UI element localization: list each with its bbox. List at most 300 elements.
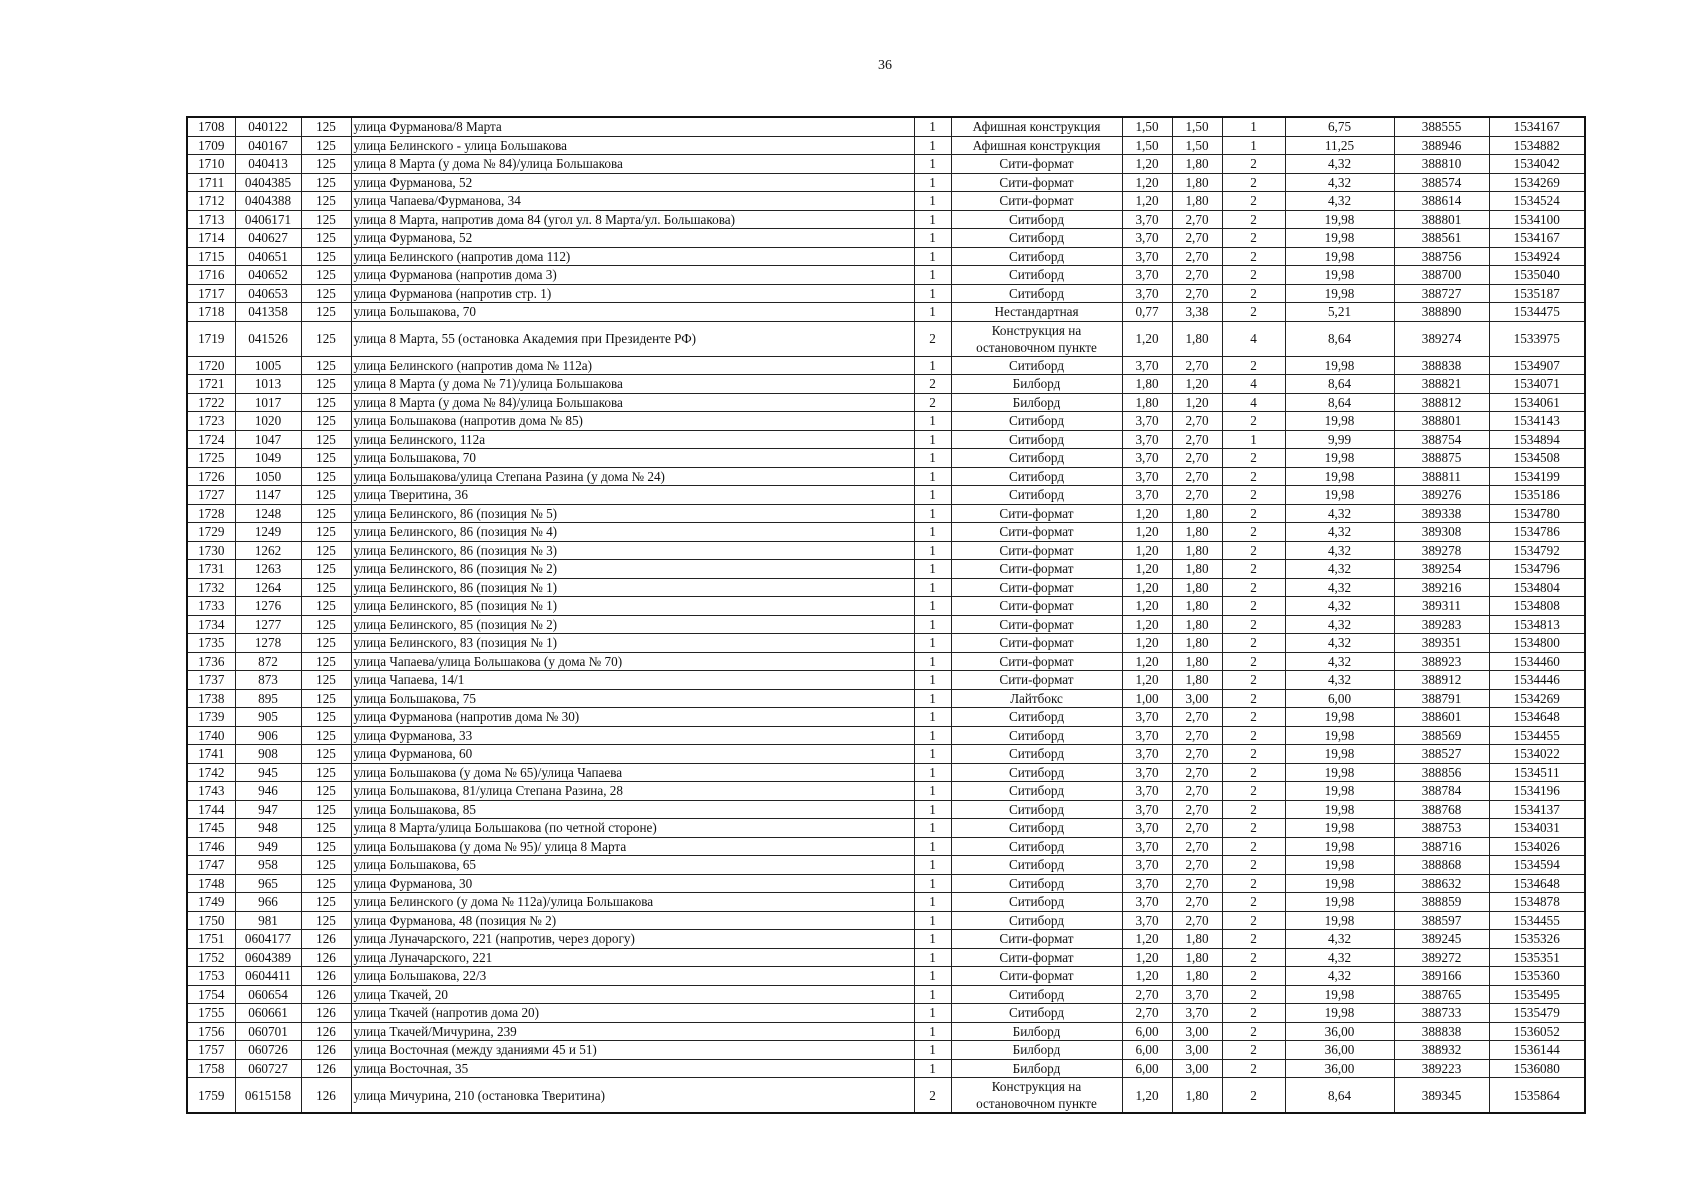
cell-zone: 125 [301, 192, 351, 211]
cell-zone: 125 [301, 541, 351, 560]
cell-row-number: 1755 [187, 1004, 235, 1023]
cell-area: 4,32 [1285, 671, 1394, 690]
cell-coord-x: 389245 [1394, 930, 1489, 949]
cell-coord-y: 1534882 [1489, 136, 1585, 155]
cell-construction-type: Сити-формат [951, 560, 1122, 579]
cell-height: 1,80 [1172, 597, 1222, 616]
cell-coord-x: 388765 [1394, 985, 1489, 1004]
cell-coord-y: 1534796 [1489, 560, 1585, 579]
cell-area: 19,98 [1285, 449, 1394, 468]
table-row [187, 763, 1585, 782]
cell-surfaces: 2 [1222, 486, 1285, 505]
cell-address: улица 8 Марта, 55 (остановка Академия при Президенте РФ) [351, 321, 914, 356]
cell-address: улица Белинского, 86 (позиция № 1) [351, 578, 914, 597]
cell-height: 2,70 [1172, 356, 1222, 375]
table-row [187, 412, 1585, 431]
cell-width: 1,20 [1122, 930, 1172, 949]
cell-area: 5,21 [1285, 303, 1394, 322]
cell-height: 2,70 [1172, 763, 1222, 782]
cell-zone: 126 [301, 948, 351, 967]
table-row [187, 449, 1585, 468]
cell-surfaces: 2 [1222, 745, 1285, 764]
cell-ad-id: 041526 [235, 321, 301, 356]
cell-row-number: 1714 [187, 229, 235, 248]
cell-sides-count: 1 [914, 837, 951, 856]
cell-construction-type: Сити-формат [951, 930, 1122, 949]
cell-zone: 125 [301, 763, 351, 782]
cell-row-number: 1730 [187, 541, 235, 560]
cell-ad-id: 0615158 [235, 1078, 301, 1114]
cell-surfaces: 2 [1222, 578, 1285, 597]
cell-ad-id: 947 [235, 800, 301, 819]
cell-ad-id: 1264 [235, 578, 301, 597]
cell-construction-type: Афишная конструкция [951, 117, 1122, 136]
cell-construction-type: Сити-формат [951, 948, 1122, 967]
cell-width: 3,70 [1122, 726, 1172, 745]
cell-address: улица Белинского, 86 (позиция № 4) [351, 523, 914, 542]
cell-sides-count: 1 [914, 967, 951, 986]
cell-sides-count: 1 [914, 652, 951, 671]
cell-area: 19,98 [1285, 874, 1394, 893]
table-row [187, 911, 1585, 930]
cell-width: 0,77 [1122, 303, 1172, 322]
cell-area: 19,98 [1285, 210, 1394, 229]
cell-surfaces: 2 [1222, 523, 1285, 542]
cell-ad-id: 0604389 [235, 948, 301, 967]
cell-width: 3,70 [1122, 819, 1172, 838]
cell-construction-type: Сити-формат [951, 578, 1122, 597]
cell-address: улица Луначарского, 221 (напротив, через дорогу) [351, 930, 914, 949]
cell-surfaces: 4 [1222, 393, 1285, 412]
cell-zone: 125 [301, 393, 351, 412]
cell-ad-id: 1020 [235, 412, 301, 431]
cell-coord-x: 388791 [1394, 689, 1489, 708]
cell-construction-type: Ситиборд [951, 893, 1122, 912]
cell-row-number: 1720 [187, 356, 235, 375]
cell-coord-y: 1534907 [1489, 356, 1585, 375]
cell-coord-y: 1534511 [1489, 763, 1585, 782]
cell-height: 1,20 [1172, 375, 1222, 394]
cell-ad-id: 060726 [235, 1041, 301, 1060]
cell-row-number: 1718 [187, 303, 235, 322]
cell-coord-x: 389272 [1394, 948, 1489, 967]
cell-construction-type: Конструкция на остановочном пункте [951, 321, 1122, 356]
table-row [187, 1078, 1585, 1114]
cell-ad-id: 1013 [235, 375, 301, 394]
cell-zone: 125 [301, 449, 351, 468]
cell-zone: 125 [301, 375, 351, 394]
cell-width: 3,70 [1122, 467, 1172, 486]
cell-ad-id: 040652 [235, 266, 301, 285]
cell-coord-x: 389311 [1394, 597, 1489, 616]
cell-construction-type: Сити-формат [951, 541, 1122, 560]
cell-area: 4,32 [1285, 523, 1394, 542]
table-row [187, 597, 1585, 616]
cell-address: улица Восточная (между зданиями 45 и 51) [351, 1041, 914, 1060]
table-row [187, 689, 1585, 708]
cell-coord-x: 388569 [1394, 726, 1489, 745]
cell-height: 2,70 [1172, 412, 1222, 431]
cell-height: 2,70 [1172, 874, 1222, 893]
cell-area: 19,98 [1285, 486, 1394, 505]
cell-construction-type: Ситиборд [951, 874, 1122, 893]
cell-zone: 125 [301, 136, 351, 155]
cell-address: улица Мичурина, 210 (остановка Тверитина) [351, 1078, 914, 1114]
cell-coord-x: 388727 [1394, 284, 1489, 303]
cell-ad-id: 1248 [235, 504, 301, 523]
cell-coord-x: 388614 [1394, 192, 1489, 211]
cell-zone: 125 [301, 800, 351, 819]
page-number: 36 [878, 58, 892, 73]
cell-ad-id: 1262 [235, 541, 301, 560]
cell-surfaces: 2 [1222, 874, 1285, 893]
cell-ad-id: 040653 [235, 284, 301, 303]
cell-address: улица Белинского, 112а [351, 430, 914, 449]
cell-width: 3,70 [1122, 430, 1172, 449]
cell-zone: 125 [301, 356, 351, 375]
cell-sides-count: 1 [914, 745, 951, 764]
cell-zone: 125 [301, 266, 351, 285]
cell-address: улица 8 Марта/улица Большакова (по четной стороне) [351, 819, 914, 838]
cell-sides-count: 1 [914, 911, 951, 930]
cell-zone: 126 [301, 967, 351, 986]
cell-row-number: 1716 [187, 266, 235, 285]
cell-coord-y: 1534446 [1489, 671, 1585, 690]
cell-row-number: 1713 [187, 210, 235, 229]
cell-ad-id: 945 [235, 763, 301, 782]
cell-surfaces: 2 [1222, 615, 1285, 634]
table-row [187, 266, 1585, 285]
cell-zone: 125 [301, 782, 351, 801]
cell-ad-id: 040122 [235, 117, 301, 136]
cell-area: 4,32 [1285, 541, 1394, 560]
cell-row-number: 1759 [187, 1078, 235, 1114]
cell-sides-count: 1 [914, 1041, 951, 1060]
cell-row-number: 1743 [187, 782, 235, 801]
cell-coord-y: 1534524 [1489, 192, 1585, 211]
cell-zone: 125 [301, 874, 351, 893]
cell-height: 2,70 [1172, 486, 1222, 505]
cell-ad-id: 040651 [235, 247, 301, 266]
cell-coord-y: 1534071 [1489, 375, 1585, 394]
cell-surfaces: 2 [1222, 671, 1285, 690]
cell-construction-type: Сити-формат [951, 173, 1122, 192]
cell-sides-count: 2 [914, 393, 951, 412]
cell-row-number: 1712 [187, 192, 235, 211]
cell-height: 2,70 [1172, 745, 1222, 764]
cell-height: 2,70 [1172, 856, 1222, 875]
cell-row-number: 1729 [187, 523, 235, 542]
cell-height: 3,70 [1172, 1004, 1222, 1023]
cell-zone: 125 [301, 745, 351, 764]
cell-coord-y: 1534061 [1489, 393, 1585, 412]
cell-width: 1,20 [1122, 155, 1172, 174]
cell-construction-type: Ситиборд [951, 763, 1122, 782]
cell-row-number: 1719 [187, 321, 235, 356]
table-row [187, 321, 1585, 356]
cell-coord-x: 388555 [1394, 117, 1489, 136]
cell-row-number: 1757 [187, 1041, 235, 1060]
cell-coord-y: 1534269 [1489, 689, 1585, 708]
cell-ad-id: 040167 [235, 136, 301, 155]
cell-coord-x: 388597 [1394, 911, 1489, 930]
cell-address: улица Белинского, 85 (позиция № 1) [351, 597, 914, 616]
cell-coord-y: 1534924 [1489, 247, 1585, 266]
table-row [187, 726, 1585, 745]
cell-coord-x: 388754 [1394, 430, 1489, 449]
cell-width: 1,20 [1122, 652, 1172, 671]
table-row [187, 782, 1585, 801]
cell-height: 3,70 [1172, 985, 1222, 1004]
cell-row-number: 1738 [187, 689, 235, 708]
cell-coord-x: 389166 [1394, 967, 1489, 986]
cell-coord-y: 1534137 [1489, 800, 1585, 819]
cell-area: 4,32 [1285, 504, 1394, 523]
cell-coord-x: 388838 [1394, 1022, 1489, 1041]
cell-zone: 125 [301, 430, 351, 449]
cell-row-number: 1751 [187, 930, 235, 949]
cell-height: 1,50 [1172, 117, 1222, 136]
cell-row-number: 1752 [187, 948, 235, 967]
cell-height: 2,70 [1172, 449, 1222, 468]
cell-width: 2,70 [1122, 1004, 1172, 1023]
cell-sides-count: 1 [914, 726, 951, 745]
cell-zone: 125 [301, 321, 351, 356]
cell-sides-count: 1 [914, 541, 951, 560]
cell-surfaces: 2 [1222, 266, 1285, 285]
cell-construction-type: Ситиборд [951, 856, 1122, 875]
cell-coord-x: 389338 [1394, 504, 1489, 523]
cell-surfaces: 2 [1222, 303, 1285, 322]
cell-address: улица Белинского, 86 (позиция № 2) [351, 560, 914, 579]
cell-surfaces: 2 [1222, 652, 1285, 671]
cell-zone: 125 [301, 560, 351, 579]
cell-row-number: 1731 [187, 560, 235, 579]
cell-row-number: 1745 [187, 819, 235, 838]
cell-height: 1,80 [1172, 578, 1222, 597]
table-row [187, 893, 1585, 912]
cell-coord-x: 388561 [1394, 229, 1489, 248]
cell-area: 6,00 [1285, 689, 1394, 708]
cell-address: улица Белинского, 86 (позиция № 3) [351, 541, 914, 560]
cell-height: 1,80 [1172, 192, 1222, 211]
cell-surfaces: 2 [1222, 911, 1285, 930]
cell-width: 3,70 [1122, 412, 1172, 431]
cell-construction-type: Сити-формат [951, 597, 1122, 616]
cell-address: улица Большакова (напротив дома № 85) [351, 412, 914, 431]
cell-address: улица Белинского, 86 (позиция № 5) [351, 504, 914, 523]
cell-address: улица Белинского - улица Большакова [351, 136, 914, 155]
cell-sides-count: 1 [914, 948, 951, 967]
cell-coord-x: 388821 [1394, 375, 1489, 394]
cell-area: 4,32 [1285, 634, 1394, 653]
cell-coord-x: 388912 [1394, 671, 1489, 690]
cell-area: 19,98 [1285, 763, 1394, 782]
cell-height: 1,80 [1172, 504, 1222, 523]
table-row [187, 136, 1585, 155]
cell-zone: 126 [301, 1059, 351, 1078]
cell-construction-type: Сити-формат [951, 967, 1122, 986]
cell-area: 19,98 [1285, 467, 1394, 486]
cell-area: 19,98 [1285, 819, 1394, 838]
cell-coord-y: 1535186 [1489, 486, 1585, 505]
cell-row-number: 1754 [187, 985, 235, 1004]
cell-surfaces: 4 [1222, 375, 1285, 394]
cell-area: 8,64 [1285, 393, 1394, 412]
cell-surfaces: 2 [1222, 782, 1285, 801]
cell-surfaces: 2 [1222, 1059, 1285, 1078]
cell-width: 1,20 [1122, 541, 1172, 560]
cell-coord-x: 388856 [1394, 763, 1489, 782]
table-row [187, 652, 1585, 671]
cell-row-number: 1726 [187, 467, 235, 486]
cell-coord-x: 388875 [1394, 449, 1489, 468]
cell-coord-y: 1534648 [1489, 874, 1585, 893]
cell-coord-x: 389276 [1394, 486, 1489, 505]
cell-height: 3,00 [1172, 1022, 1222, 1041]
cell-zone: 126 [301, 1041, 351, 1060]
cell-width: 1,20 [1122, 578, 1172, 597]
table-row [187, 155, 1585, 174]
table-row [187, 1004, 1585, 1023]
cell-sides-count: 1 [914, 430, 951, 449]
cell-construction-type: Билборд [951, 393, 1122, 412]
cell-coord-x: 388733 [1394, 1004, 1489, 1023]
cell-construction-type: Ситиборд [951, 247, 1122, 266]
cell-width: 3,70 [1122, 782, 1172, 801]
cell-surfaces: 2 [1222, 155, 1285, 174]
cell-construction-type: Сити-формат [951, 155, 1122, 174]
cell-sides-count: 1 [914, 229, 951, 248]
cell-zone: 125 [301, 837, 351, 856]
cell-area: 4,32 [1285, 173, 1394, 192]
table-row [187, 560, 1585, 579]
cell-construction-type: Сити-формат [951, 615, 1122, 634]
cell-height: 2,70 [1172, 893, 1222, 912]
cell-address: улица 8 Марта (у дома № 84)/улица Большакова [351, 155, 914, 174]
cell-zone: 125 [301, 578, 351, 597]
cell-row-number: 1723 [187, 412, 235, 431]
cell-coord-y: 1534026 [1489, 837, 1585, 856]
table-row [187, 819, 1585, 838]
cell-row-number: 1725 [187, 449, 235, 468]
cell-width: 1,50 [1122, 136, 1172, 155]
cell-zone: 125 [301, 726, 351, 745]
cell-row-number: 1708 [187, 117, 235, 136]
cell-sides-count: 1 [914, 356, 951, 375]
cell-area: 4,32 [1285, 615, 1394, 634]
cell-address: улица Большакова, 81/улица Степана Разина, 28 [351, 782, 914, 801]
table-row [187, 356, 1585, 375]
cell-construction-type: Сити-формат [951, 504, 1122, 523]
cell-height: 1,80 [1172, 541, 1222, 560]
cell-zone: 125 [301, 303, 351, 322]
cell-address: улица Чапаева/улица Большакова (у дома № 70) [351, 652, 914, 671]
cell-height: 1,80 [1172, 523, 1222, 542]
cell-zone: 125 [301, 412, 351, 431]
cell-zone: 125 [301, 893, 351, 912]
cell-address: улица Большакова/улица Степана Разина (у дома № 24) [351, 467, 914, 486]
cell-coord-y: 1534894 [1489, 430, 1585, 449]
cell-width: 1,80 [1122, 393, 1172, 412]
cell-ad-id: 908 [235, 745, 301, 764]
cell-coord-y: 1534475 [1489, 303, 1585, 322]
cell-coord-y: 1534460 [1489, 652, 1585, 671]
cell-surfaces: 2 [1222, 726, 1285, 745]
cell-area: 19,98 [1285, 893, 1394, 912]
cell-height: 2,70 [1172, 266, 1222, 285]
cell-ad-id: 060661 [235, 1004, 301, 1023]
cell-height: 3,00 [1172, 689, 1222, 708]
cell-address: улица Большакова (у дома № 65)/улица Чапаева [351, 763, 914, 782]
cell-sides-count: 1 [914, 117, 951, 136]
cell-zone: 125 [301, 467, 351, 486]
cell-width: 1,20 [1122, 192, 1172, 211]
cell-coord-x: 388716 [1394, 837, 1489, 856]
table-row [187, 800, 1585, 819]
cell-coord-x: 388632 [1394, 874, 1489, 893]
cell-width: 3,70 [1122, 708, 1172, 727]
cell-surfaces: 2 [1222, 819, 1285, 838]
cell-address: улица Большакова, 75 [351, 689, 914, 708]
cell-surfaces: 2 [1222, 247, 1285, 266]
cell-area: 9,99 [1285, 430, 1394, 449]
cell-address: улица Большакова, 65 [351, 856, 914, 875]
cell-construction-type: Сити-формат [951, 192, 1122, 211]
cell-address: улица Восточная, 35 [351, 1059, 914, 1078]
cell-address: улица Фурманова, 30 [351, 874, 914, 893]
cell-width: 1,20 [1122, 504, 1172, 523]
cell-construction-type: Ситиборд [951, 745, 1122, 764]
cell-width: 3,70 [1122, 874, 1172, 893]
cell-row-number: 1741 [187, 745, 235, 764]
cell-surfaces: 2 [1222, 948, 1285, 967]
table-row [187, 856, 1585, 875]
cell-area: 4,32 [1285, 578, 1394, 597]
cell-height: 1,80 [1172, 173, 1222, 192]
cell-ad-id: 958 [235, 856, 301, 875]
cell-surfaces: 2 [1222, 173, 1285, 192]
cell-height: 3,00 [1172, 1041, 1222, 1060]
table-row [187, 708, 1585, 727]
cell-width: 1,50 [1122, 117, 1172, 136]
cell-sides-count: 1 [914, 192, 951, 211]
cell-ad-id: 1276 [235, 597, 301, 616]
cell-area: 19,98 [1285, 708, 1394, 727]
cell-height: 2,70 [1172, 800, 1222, 819]
cell-coord-x: 388838 [1394, 356, 1489, 375]
table-row [187, 578, 1585, 597]
cell-surfaces: 2 [1222, 967, 1285, 986]
cell-area: 19,98 [1285, 985, 1394, 1004]
cell-construction-type: Ситиборд [951, 467, 1122, 486]
cell-coord-y: 1535360 [1489, 967, 1585, 986]
cell-address: улица Фурманова (напротив дома 3) [351, 266, 914, 285]
cell-sides-count: 1 [914, 819, 951, 838]
table-row [187, 504, 1585, 523]
cell-width: 3,70 [1122, 911, 1172, 930]
cell-coord-y: 1534167 [1489, 117, 1585, 136]
cell-zone: 125 [301, 634, 351, 653]
cell-ad-id: 060727 [235, 1059, 301, 1078]
cell-coord-x: 388932 [1394, 1041, 1489, 1060]
cell-row-number: 1734 [187, 615, 235, 634]
cell-sides-count: 1 [914, 412, 951, 431]
table-row [187, 837, 1585, 856]
cell-address: улица Фурманова, 48 (позиция № 2) [351, 911, 914, 930]
cell-sides-count: 1 [914, 985, 951, 1004]
cell-surfaces: 2 [1222, 192, 1285, 211]
